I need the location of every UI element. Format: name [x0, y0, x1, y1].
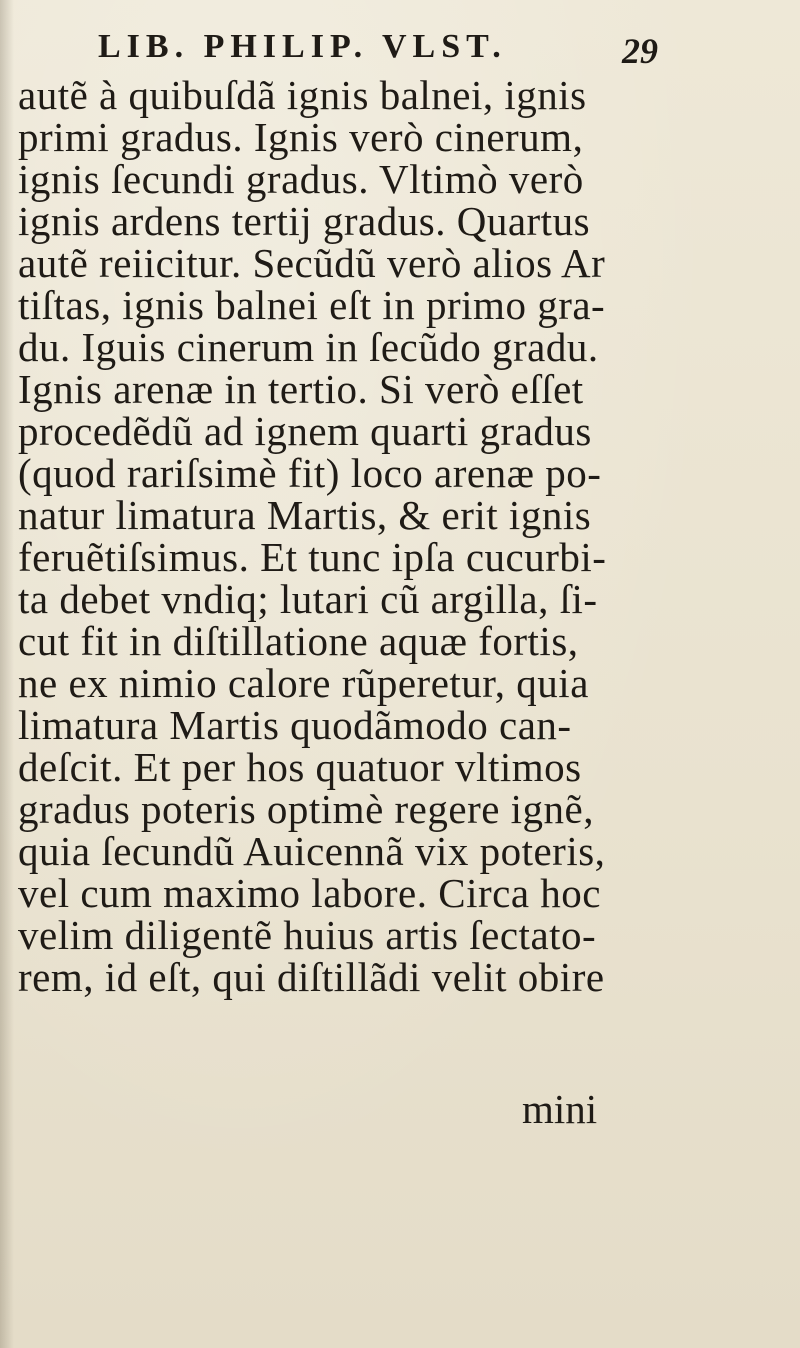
catchword: mini	[522, 1086, 598, 1132]
text-line: autẽ à quibuſdã ignis balnei, ignis	[18, 72, 587, 118]
text-line: deſcit. Et per hos quatuor vltimos	[18, 744, 582, 790]
text-line: procedẽdũ ad ignem quarti gradus	[18, 408, 592, 454]
text-line: limatura Martis quodãmodo can-	[18, 702, 572, 748]
text-line: cut fit in diſtillatione aquæ fortis,	[18, 618, 579, 664]
text-line: primi gradus. Ignis verò cinerum,	[18, 114, 584, 160]
running-head	[98, 28, 658, 78]
text-line: vel cum maximo labore. Circa hoc	[18, 870, 601, 916]
text-line: ne ex nimio calore rũperetur, quia	[18, 660, 589, 706]
running-title: LIB. PHILIP. VLST.	[98, 28, 507, 65]
page-number: 29	[622, 31, 658, 71]
text-line: (quod rariſsimè fit) loco arenæ po-	[18, 450, 602, 496]
text-line: ta debet vndiq; lutari cũ argilla, ſi-	[18, 576, 598, 622]
text-line: du. Iguis cinerum in ſecũdo gradu.	[18, 324, 599, 370]
text-line: ignis ſecundi gradus. Vltimò verò	[18, 156, 584, 202]
gutter-shadow	[0, 0, 14, 1348]
text-line: feruẽtiſsimus. Et tunc ipſa cucurbi-	[18, 534, 607, 580]
text-block	[18, 74, 628, 998]
text-line: natur limatura Martis, & erit ignis	[18, 492, 592, 538]
text-line: gradus poteris optimè regere ignẽ,	[18, 786, 595, 832]
text-line: quia ſecundũ Auicennã vix poteris,	[18, 828, 606, 874]
text-line: rem, id eſt, qui diſtillãdi velit obire	[18, 954, 605, 1000]
text-line: autẽ reiicitur. Secũdũ verò alios Ar	[18, 240, 606, 286]
text-line: Ignis arenæ in tertio. Si verò eſſet	[18, 366, 584, 412]
text-line: tiſtas, ignis balnei eſt in primo gra-	[18, 282, 606, 328]
text-line: ignis ardens tertij gradus. Quartus	[18, 198, 591, 244]
text-line: velim diligentẽ huius artis ſectato-	[18, 912, 597, 958]
